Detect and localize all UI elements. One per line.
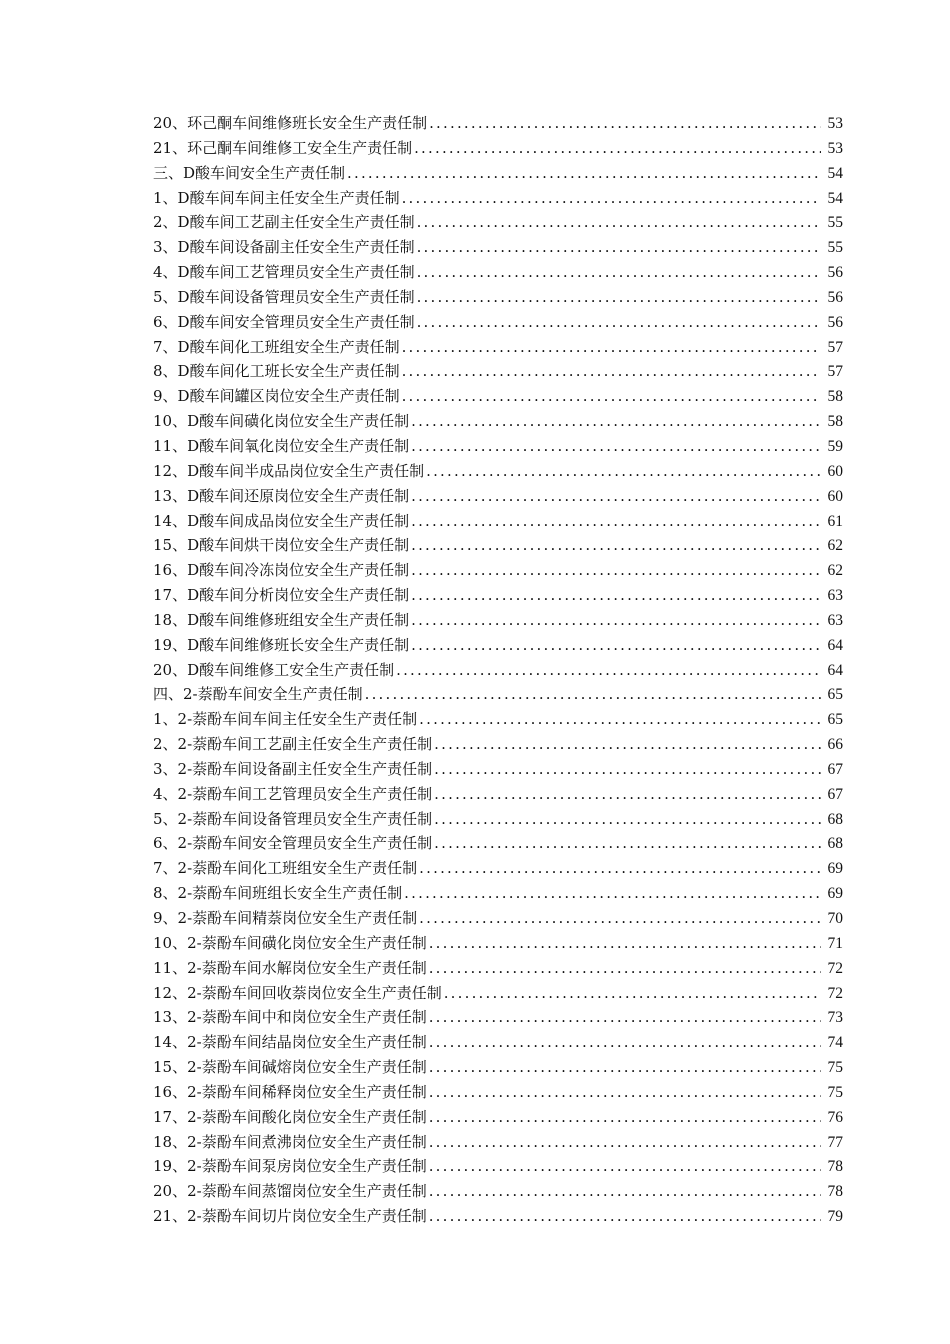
toc-entry-title: 15、D酸车间烘干岗位安全生产责任制 <box>153 536 410 555</box>
toc-entry-page-number: 63 <box>827 611 843 629</box>
toc-entry[interactable] <box>153 187 843 212</box>
toc-entry-title: 17、2-萘酚车间酸化岗位安全生产责任制 <box>153 1107 427 1126</box>
toc-entry[interactable] <box>153 758 843 783</box>
toc-entry[interactable] <box>153 311 843 336</box>
toc-entry[interactable] <box>153 683 843 708</box>
toc-entry-title: 三、D酸车间安全生产责任制 <box>153 163 346 182</box>
toc-entry-page-number: 68 <box>827 835 843 853</box>
toc-dot-leader <box>402 189 821 207</box>
toc-entry-page-number: 72 <box>827 959 843 977</box>
toc-entry-page-number: 74 <box>827 1034 843 1052</box>
toc-entry-page-number: 78 <box>827 1183 843 1201</box>
toc-entry-title: 19、2-萘酚车间泵房岗位安全生产责任制 <box>153 1157 427 1176</box>
toc-entry-page-number: 65 <box>827 711 843 729</box>
toc-entry[interactable] <box>153 534 843 559</box>
toc-entry-title: 6、2-萘酚车间安全管理员安全生产责任制 <box>153 834 433 853</box>
toc-entry[interactable] <box>153 1180 843 1205</box>
toc-entry-page-number: 64 <box>827 636 843 654</box>
toc-entry[interactable] <box>153 112 843 137</box>
toc-dot-leader <box>429 1182 821 1200</box>
table-of-contents <box>153 112 843 1230</box>
toc-dot-leader <box>411 437 821 455</box>
toc-entry-title: 12、2-萘酚车间回收萘岗位安全生产责任制 <box>153 983 442 1002</box>
toc-entry-page-number: 68 <box>827 810 843 828</box>
toc-entry-page-number: 71 <box>827 934 843 952</box>
toc-dot-leader <box>429 1033 821 1051</box>
toc-entry-title: 2、2-萘酚车间工艺副主任安全生产责任制 <box>153 735 433 754</box>
toc-dot-leader <box>429 1207 821 1225</box>
toc-dot-leader <box>434 810 821 828</box>
toc-dot-leader <box>419 710 821 728</box>
toc-entry-page-number: 56 <box>827 288 843 306</box>
toc-entry[interactable] <box>153 982 843 1007</box>
toc-entry-page-number: 73 <box>827 1009 843 1027</box>
toc-entry[interactable] <box>153 932 843 957</box>
toc-dot-leader <box>434 785 821 803</box>
toc-dot-leader <box>402 338 821 356</box>
toc-entry-page-number: 61 <box>827 512 843 530</box>
toc-entry-title: 21、2-萘酚车间切片岗位安全生产责任制 <box>153 1207 427 1226</box>
toc-entry[interactable] <box>153 783 843 808</box>
toc-entry-page-number: 67 <box>827 760 843 778</box>
toc-entry-title: 20、D酸车间维修工安全生产责任制 <box>153 660 395 679</box>
toc-dot-leader <box>396 661 821 679</box>
toc-entry-page-number: 62 <box>827 537 843 555</box>
toc-entry-page-number: 57 <box>827 338 843 356</box>
toc-entry[interactable] <box>153 435 843 460</box>
toc-entry-page-number: 78 <box>827 1158 843 1176</box>
toc-entry-page-number: 62 <box>827 562 843 580</box>
toc-entry-page-number: 56 <box>827 313 843 331</box>
toc-entry-title: 7、D酸车间化工班组安全生产责任制 <box>153 337 400 356</box>
toc-entry[interactable] <box>153 236 843 261</box>
toc-entry-title: 3、D酸车间设备副主任安全生产责任制 <box>153 238 415 257</box>
toc-entry-title: 10、D酸车间磺化岗位安全生产责任制 <box>153 412 410 431</box>
toc-dot-leader <box>411 586 821 604</box>
toc-entry-title: 12、D酸车间半成品岗位安全生产责任制 <box>153 461 425 480</box>
toc-entry-page-number: 57 <box>827 363 843 381</box>
toc-entry-page-number: 72 <box>827 984 843 1002</box>
toc-dot-leader <box>417 263 821 281</box>
toc-dot-leader <box>434 834 821 852</box>
toc-entry[interactable] <box>153 1056 843 1081</box>
toc-entry[interactable] <box>153 385 843 410</box>
toc-entry-page-number: 64 <box>827 661 843 679</box>
toc-dot-leader <box>365 685 821 703</box>
toc-entry[interactable] <box>153 1205 843 1230</box>
toc-entry-title: 13、2-萘酚车间中和岗位安全生产责任制 <box>153 1008 427 1027</box>
toc-entry-title: 8、2-萘酚车间班组长安全生产责任制 <box>153 884 403 903</box>
toc-entry[interactable] <box>153 360 843 385</box>
toc-dot-leader <box>429 1058 821 1076</box>
toc-entry[interactable] <box>153 1155 843 1180</box>
toc-entry-title: 14、D酸车间成品岗位安全生产责任制 <box>153 511 410 530</box>
toc-entry[interactable] <box>153 211 843 236</box>
toc-entry-title: 5、D酸车间设备管理员安全生产责任制 <box>153 287 415 306</box>
toc-dot-leader <box>411 412 821 430</box>
toc-entry-title: 7、2-萘酚车间化工班组安全生产责任制 <box>153 859 418 878</box>
toc-entry-page-number: 55 <box>827 239 843 257</box>
toc-entry-title: 13、D酸车间还原岗位安全生产责任制 <box>153 486 410 505</box>
toc-entry-title: 20、环己酮车间维修班长安全生产责任制 <box>153 114 428 132</box>
toc-entry-page-number: 53 <box>827 115 843 132</box>
toc-entry-page-number: 66 <box>827 736 843 754</box>
toc-entry-page-number: 59 <box>827 437 843 455</box>
toc-entry-title: 9、2-萘酚车间精萘岗位安全生产责任制 <box>153 909 418 927</box>
toc-entry-title: 18、2-萘酚车间煮沸岗位安全生产责任制 <box>153 1132 427 1151</box>
toc-entry-title: 14、2-萘酚车间结晶岗位安全生产责任制 <box>153 1033 427 1052</box>
toc-dot-leader <box>434 735 821 753</box>
toc-entry-title: 16、D酸车间冷冻岗位安全生产责任制 <box>153 561 410 580</box>
toc-dot-leader <box>429 114 821 132</box>
toc-dot-leader <box>414 139 821 157</box>
toc-entry[interactable] <box>153 1031 843 1056</box>
toc-entry-title: 15、2-萘酚车间碱熔岗位安全生产责任制 <box>153 1058 427 1077</box>
toc-entry-title: 四、2-萘酚车间安全生产责任制 <box>153 685 363 704</box>
toc-entry[interactable] <box>153 634 843 659</box>
toc-entry-page-number: 63 <box>827 587 843 605</box>
toc-entry-page-number: 60 <box>827 487 843 505</box>
toc-dot-leader <box>404 884 821 902</box>
toc-entry-page-number: 65 <box>827 686 843 704</box>
toc-entry[interactable] <box>153 609 843 634</box>
toc-entry[interactable] <box>153 410 843 435</box>
toc-entry-page-number: 75 <box>827 1083 843 1101</box>
toc-entry-page-number: 58 <box>827 413 843 431</box>
toc-entry-title: 4、2-萘酚车间工艺管理员安全生产责任制 <box>153 784 433 803</box>
toc-entry-title: 4、D酸车间工艺管理员安全生产责任制 <box>153 263 415 282</box>
toc-entry[interactable] <box>153 957 843 982</box>
toc-entry-page-number: 53 <box>827 139 843 157</box>
toc-entry-title: 11、D酸车间氧化岗位安全生产责任制 <box>153 436 410 455</box>
toc-entry-page-number: 76 <box>827 1108 843 1126</box>
toc-dot-leader <box>411 536 821 554</box>
toc-entry[interactable] <box>153 907 843 932</box>
toc-entry-page-number: 54 <box>827 189 843 207</box>
toc-entry-page-number: 55 <box>827 214 843 232</box>
toc-entry[interactable] <box>153 659 843 684</box>
toc-entry[interactable] <box>153 162 843 187</box>
toc-entry-title: 8、D酸车间化工班长安全生产责任制 <box>153 362 400 381</box>
toc-entry-title: 21、环己酮车间维修工安全生产责任制 <box>153 138 413 157</box>
toc-dot-leader <box>419 859 821 877</box>
toc-entry[interactable] <box>153 1081 843 1106</box>
toc-entry-page-number: 56 <box>827 264 843 282</box>
toc-entry-page-number: 70 <box>827 910 843 927</box>
toc-entry[interactable] <box>153 336 843 361</box>
toc-entry-title: 11、2-萘酚车间水解岗位安全生产责任制 <box>153 958 427 977</box>
toc-dot-leader <box>417 288 821 306</box>
toc-entry-title: 10、2-萘酚车间磺化岗位安全生产责任制 <box>153 933 427 952</box>
toc-entry[interactable] <box>153 1006 843 1031</box>
toc-dot-leader <box>429 1133 821 1151</box>
toc-entry-page-number: 60 <box>827 462 843 480</box>
toc-dot-leader <box>411 512 821 530</box>
toc-entry[interactable] <box>153 733 843 758</box>
toc-entry-title: 19、D酸车间维修班长安全生产责任制 <box>153 635 410 654</box>
toc-dot-leader <box>417 238 821 256</box>
toc-entry[interactable] <box>153 584 843 609</box>
toc-dot-leader <box>417 213 821 231</box>
toc-dot-leader <box>429 1083 821 1101</box>
toc-entry-title: 17、D酸车间分析岗位安全生产责任制 <box>153 586 410 605</box>
toc-entry-title: 2、D酸车间工艺副主任安全生产责任制 <box>153 213 415 232</box>
toc-entry-page-number: 67 <box>827 785 843 803</box>
toc-dot-leader <box>429 1157 821 1175</box>
toc-entry-title: 6、D酸车间安全管理员安全生产责任制 <box>153 312 415 331</box>
toc-entry-title: 5、2-萘酚车间设备管理员安全生产责任制 <box>153 809 433 828</box>
toc-entry-page-number: 69 <box>827 885 843 903</box>
toc-entry-title: 9、D酸车间罐区岗位安全生产责任制 <box>153 387 400 406</box>
toc-entry[interactable] <box>153 460 843 485</box>
toc-dot-leader <box>411 561 821 579</box>
toc-dot-leader <box>434 760 821 778</box>
toc-entry[interactable] <box>153 832 843 857</box>
toc-entry[interactable] <box>153 510 843 535</box>
toc-dot-leader <box>429 934 821 952</box>
toc-entry[interactable] <box>153 708 843 733</box>
toc-entry-page-number: 58 <box>827 388 843 406</box>
toc-dot-leader <box>402 387 821 405</box>
toc-entry[interactable] <box>153 857 843 882</box>
toc-entry-page-number: 75 <box>827 1059 843 1077</box>
toc-entry[interactable] <box>153 286 843 311</box>
toc-entry[interactable] <box>153 485 843 510</box>
toc-dot-leader <box>417 313 821 331</box>
toc-dot-leader <box>419 909 821 927</box>
toc-entry[interactable] <box>153 882 843 907</box>
toc-entry-page-number: 79 <box>827 1208 843 1226</box>
toc-dot-leader <box>347 164 821 182</box>
toc-entry-title: 3、2-萘酚车间设备副主任安全生产责任制 <box>153 759 433 778</box>
toc-entry[interactable] <box>153 137 843 162</box>
toc-dot-leader <box>429 1008 821 1026</box>
toc-dot-leader <box>411 487 821 505</box>
toc-entry-page-number: 54 <box>827 164 843 182</box>
toc-entry-title: 18、D酸车间维修班组安全生产责任制 <box>153 610 410 629</box>
toc-dot-leader <box>411 611 821 629</box>
toc-entry-title: 16、2-萘酚车间稀释岗位安全生产责任制 <box>153 1082 427 1101</box>
toc-dot-leader <box>426 462 821 480</box>
toc-entry-page-number: 77 <box>827 1133 843 1151</box>
toc-entry-title: 20、2-萘酚车间蒸馏岗位安全生产责任制 <box>153 1182 427 1201</box>
toc-dot-leader <box>429 1108 821 1126</box>
toc-entry[interactable] <box>153 261 843 286</box>
toc-dot-leader <box>429 959 821 977</box>
toc-entry-page-number: 69 <box>827 860 843 878</box>
toc-entry-title: 1、D酸车间车间主任安全生产责任制 <box>153 188 400 207</box>
toc-entry[interactable] <box>153 1131 843 1156</box>
toc-entry[interactable] <box>153 559 843 584</box>
toc-dot-leader <box>444 984 821 1002</box>
toc-entry[interactable] <box>153 808 843 833</box>
toc-dot-leader <box>402 362 821 380</box>
toc-entry-title: 1、2-萘酚车间车间主任安全生产责任制 <box>153 710 418 729</box>
toc-dot-leader <box>411 636 821 654</box>
toc-entry[interactable] <box>153 1106 843 1131</box>
